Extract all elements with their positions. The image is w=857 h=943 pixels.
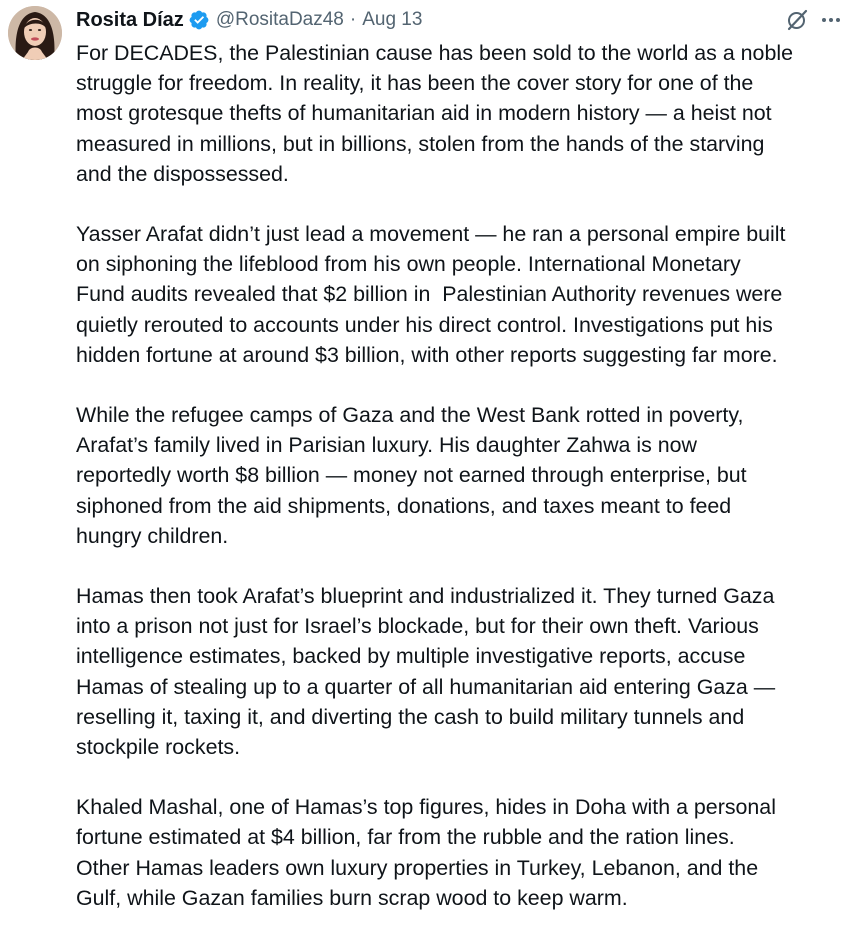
more-options-icon[interactable] [819, 8, 843, 32]
avatar[interactable] [8, 6, 62, 60]
author-handle[interactable]: @RositaDaz48 [215, 9, 344, 30]
header-separator: · [349, 9, 357, 30]
post-paragraph: Yasser Arafat didn’t just lead a movement — he ran a personal empire built on siphoning the lifeblood from his own people. International Monetary Fund audits revealed that $2 billion in Palestinian Authority revenues were quietly rerouted to accounts under his direct control. Investigations put his hidden fortune at around $3 billion, with other reports suggesting far more. [76, 222, 786, 367]
post-paragraph: For DECADES, the Palestinian cause has been sold to the world as a noble struggle for freedom. In reality, it has been the cover story for one of the most grotesque thefts of humanitarian aid in modern history — a heist not measured in millions, but in billions, stolen from the hands of the starving and the dispossessed. [76, 41, 793, 186]
post-paragraph: While the refugee camps of Gaza and the West Bank rotted in poverty, Arafat’s family lived in Parisian luxury. His daughter Zahwa is now reportedly worth $8 billion — money not earned through enterprise, but siphoned from the aid shipments, donations, and taxes meant to feed hungry children. [76, 403, 747, 548]
avatar-image [8, 6, 62, 60]
post-body [76, 38, 846, 943]
post-actions [785, 8, 843, 32]
post-paragraph: Hamas then took Arafat’s blueprint and industrialized it. They turned Gaza into a prison not just for Israel’s blockade, but for their own theft. Various intelligence estimates, backed by multiple investigative reports, accuse Hamas of stealing up to a quarter of all humanitarian aid entering Gaza — reselling it, taxing it, and diverting the cash to build military tunnels and stockpile rockets. [76, 584, 776, 760]
verified-badge-icon[interactable] [188, 9, 210, 31]
post-date[interactable]: Aug 13 [362, 9, 423, 30]
post-header [76, 6, 422, 34]
grok-icon[interactable] [785, 8, 809, 32]
post-paragraph: Khaled Mashal, one of Hamas’s top figures, hides in Doha with a personal fortune estimated at $4 billion, far from the rubble and the ration lines. Other Hamas leaders own luxury properties in Turkey, Lebanon, and the Gulf, while Gazan families burn scrap wood to keep warm. [76, 795, 776, 910]
display-name[interactable]: Rosita Díaz [76, 8, 184, 31]
